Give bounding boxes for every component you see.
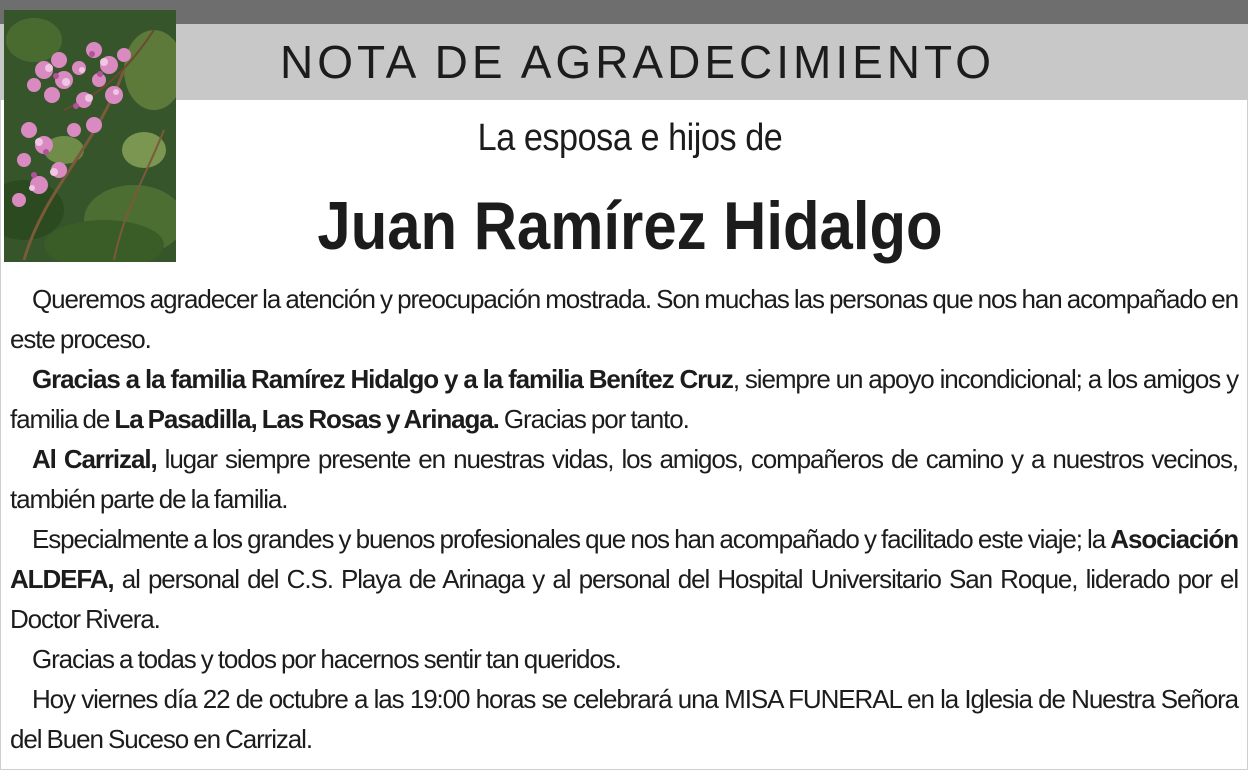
paragraph-2-text-1: , siempre un apoyo incondicional; a los amigos y familia de — [10, 364, 1238, 434]
paragraph-2-bold-1: Gracias a la familia Ramírez Hidalgo y a la familia Benítez Cruz — [32, 364, 733, 394]
paragraph-1-text: Queremos agradecer la atención y preocupación mostrada. Son muchas las personas que nos han acompañado en este proceso. — [10, 284, 1238, 354]
paragraph-2-text-2: Gracias por tanto. — [498, 404, 689, 434]
paragraph-2-bold-2: La Pasadilla, Las Rosas y Arinaga. — [114, 404, 499, 434]
paragraph-5-text: Gracias a todas y todos por hacernos sentir tan queridos. — [32, 644, 621, 674]
paragraph-4 — [10, 519, 1238, 639]
paragraph-4-text-1: Especialmente a los grandes y buenos profesionales que nos han acompañado y facilitado este viaje; la — [32, 524, 1111, 554]
top-dark-band — [0, 0, 1248, 24]
notice-title: NOTA DE AGRADECIMIENTO — [280, 36, 996, 88]
paragraph-2 — [10, 359, 1238, 439]
paragraph-4-bold-1: Asociación ALDEFA, — [10, 524, 1238, 594]
deceased-name: Juan Ramírez Hidalgo — [317, 188, 943, 264]
paragraph-1 — [10, 279, 1238, 359]
paragraph-5 — [10, 639, 1238, 679]
paragraph-3-bold-1: Al Carrizal, — [32, 444, 157, 474]
flower-photo-icon — [4, 10, 176, 262]
flower-image — [4, 10, 176, 262]
notice-body — [10, 279, 1238, 759]
paragraph-3-text-1: lugar siempre presente en nuestras vidas, los amigos, compañeros de camino y a nuestros vecinos, también parte de la familia. — [10, 444, 1238, 514]
paragraph-6 — [10, 679, 1238, 759]
paragraph-6-text: Hoy viernes día 22 de octubre a las 19:00 horas se celebrará una MISA FUNERAL en la Iglesia de Nuestra Señora del Buen Suceso en Carrizal. — [10, 684, 1238, 754]
paragraph-4-text-2: al personal del C.S. Playa de Arinaga y al personal del Hospital Universitario San Roque, liderado por el Doctor Rivera. — [10, 564, 1238, 634]
intro-line: La esposa e hijos de — [477, 117, 783, 159]
paragraph-3 — [10, 439, 1238, 519]
